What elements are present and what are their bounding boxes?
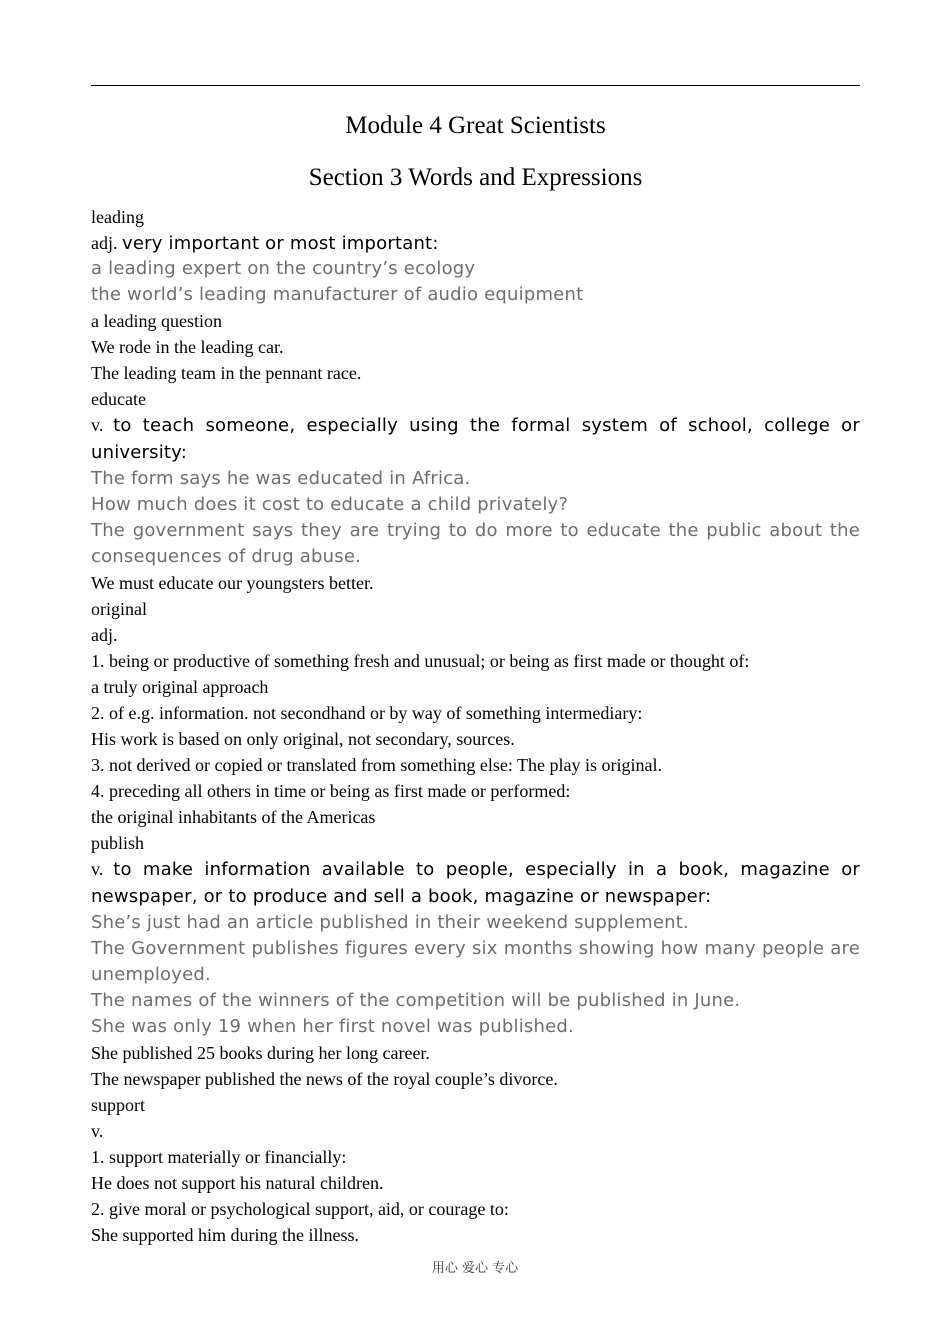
example-sentence: The government says they are trying to do more to educate the public about the consequences of drug abuse. — [91, 520, 860, 567]
example-sentence: She’s just had an article published in their weekend supplement. — [91, 912, 689, 933]
example-sentence: the world’s leading manufacturer of audio equipment — [91, 284, 584, 305]
section-title: Section 3 Words and Expressions — [308, 164, 643, 191]
definition-text: 2. give moral or psychological support, aid, or courage to: — [91, 1199, 509, 1219]
header-rule — [91, 85, 860, 86]
definition-text: to make information available to people, especially in a book, magazine or newspaper, or to produce and sell a book, magazine or newspaper: — [91, 859, 861, 907]
part-of-speech: adj. — [91, 233, 118, 253]
example-sentence: The newspaper published the news of the royal couple’s divorce. — [91, 1069, 558, 1089]
example-sentence: His work is based on only original, not secondary, sources. — [91, 729, 515, 749]
definition-text: to teach someone, especially using the formal system of school, college or university: — [91, 415, 860, 463]
example-sentence: a leading expert on the country’s ecology — [91, 258, 476, 279]
part-of-speech: v. — [91, 859, 104, 879]
example-sentence: She supported him during the illness. — [91, 1225, 359, 1245]
example-sentence: The leading team in the pennant race. — [91, 363, 362, 383]
example-sentence: The Government publishes figures every six months showing how many people are unemployed. — [91, 938, 860, 985]
part-of-speech: adj. — [91, 625, 118, 645]
entry-definition-leading — [91, 230, 860, 256]
example-sentence: a truly original approach — [91, 677, 269, 697]
example-sentence: He does not support his natural children. — [91, 1173, 384, 1193]
definition-text: 2. of e.g. information. not secondhand or by way of something intermediary: — [91, 703, 643, 723]
example-sentence: The form says he was educated in Africa. — [91, 468, 471, 489]
example-sentence: How much does it cost to educate a child privately? — [91, 494, 569, 515]
definition-text: 3. not derived or copied or translated from something else: The play is original. — [91, 755, 663, 775]
example-sentence: The names of the winners of the competition will be published in June. — [91, 990, 741, 1011]
definition-text: very important or most important: — [122, 233, 439, 254]
page-title: Module 4 Great Scientists — [345, 112, 606, 139]
document-body — [91, 204, 860, 1248]
entry-word-leading: leading — [91, 207, 144, 227]
definition-text: 1. support materially or financially: — [91, 1147, 347, 1167]
example-sentence: We must educate our youngsters better. — [91, 573, 374, 593]
page-footer: 用心 爱心 专心 — [431, 1261, 519, 1276]
definition-text: 1. being or productive of something fresh and unusual; or being as first made or thought of: — [91, 651, 750, 671]
entry-word-publish: publish — [91, 833, 145, 853]
entry-definition-educate — [91, 412, 860, 466]
entry-word-support: support — [91, 1095, 145, 1115]
entry-word-original: original — [91, 599, 147, 619]
entry-definition-publish — [91, 856, 860, 910]
entry-word-educate: educate — [91, 389, 146, 409]
definition-text: 4. preceding all others in time or being as first made or performed: — [91, 781, 571, 801]
example-sentence: the original inhabitants of the Americas — [91, 807, 376, 827]
example-sentence: She published 25 books during her long career. — [91, 1043, 430, 1063]
example-sentence: We rode in the leading car. — [91, 337, 284, 357]
part-of-speech: v. — [91, 415, 104, 435]
example-sentence: She was only 19 when her first novel was published. — [91, 1016, 574, 1037]
part-of-speech: v. — [91, 1121, 104, 1141]
example-sentence: a leading question — [91, 311, 222, 331]
